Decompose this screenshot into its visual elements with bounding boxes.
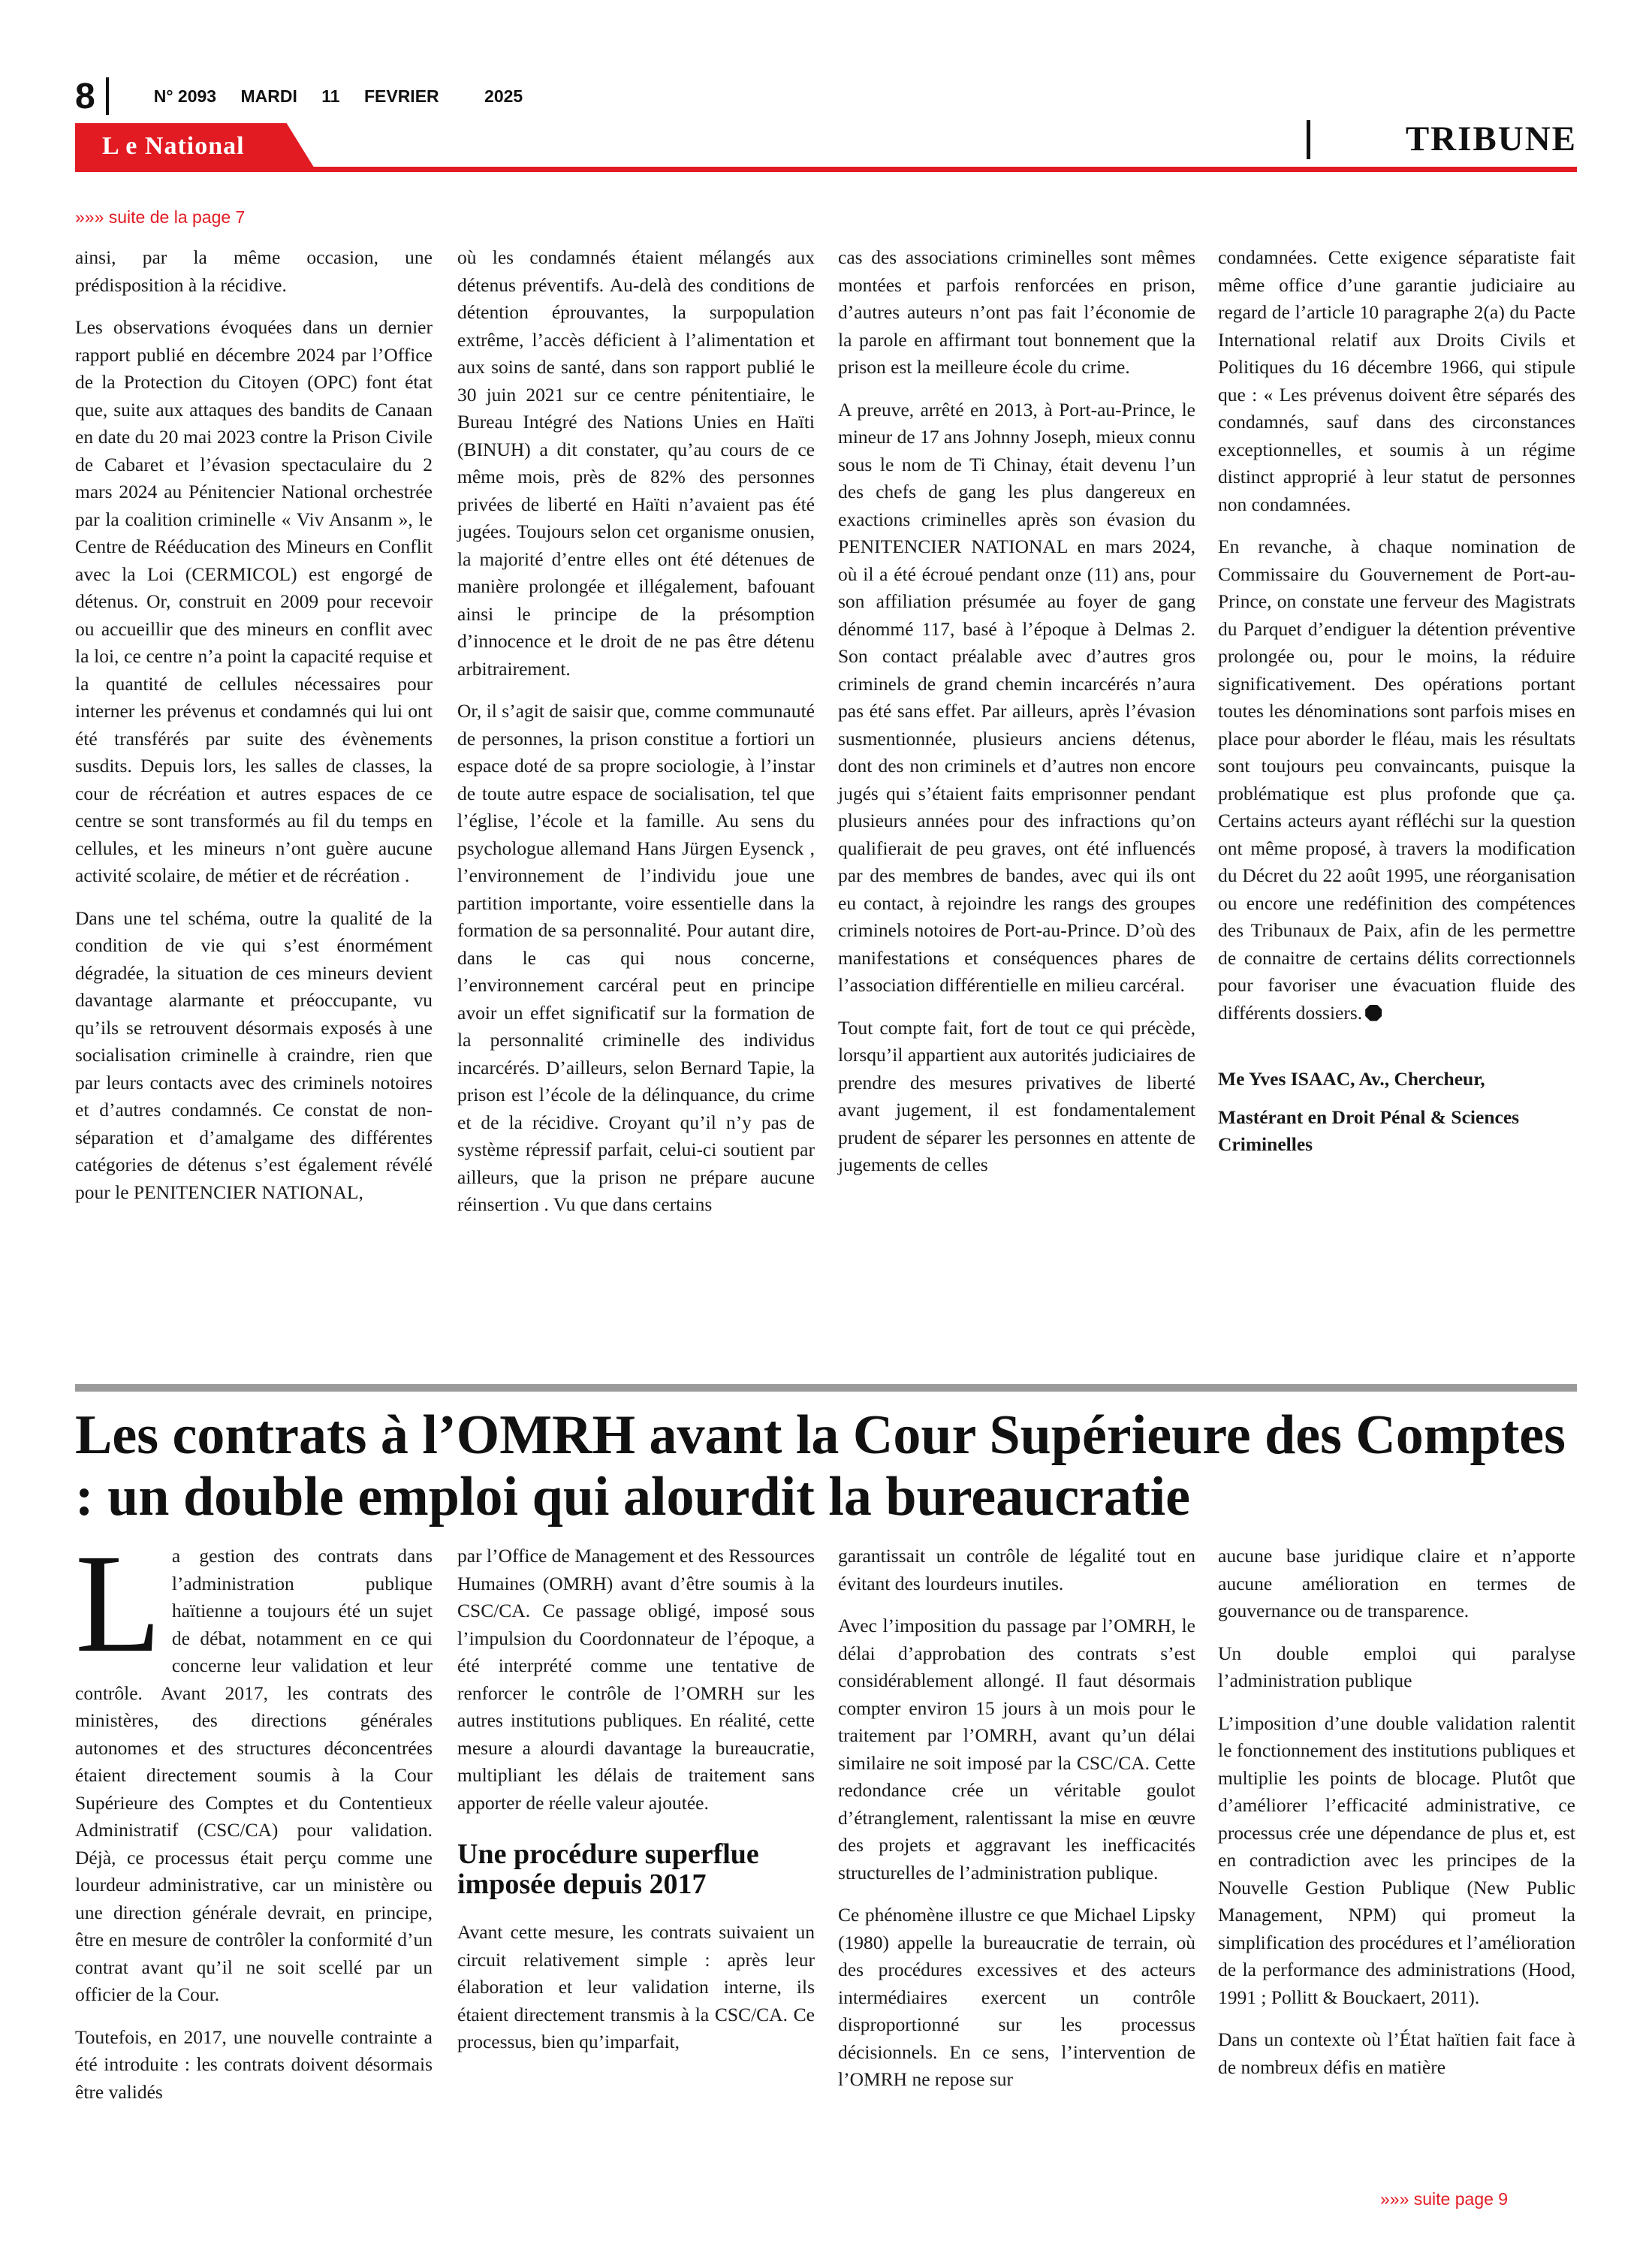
paragraph [75,1525,433,2009]
article1-column-4 [1218,244,1575,1169]
paragraph: Ce phénomène illustre ce que Michael Lipsky (1980) appelle la bureaucratie de terrain, où des procédures excessives et des acteurs intermédiaires exercent un contrôle disproportionné sur les processus décisionnels. En ce sens, l’intervention de l’OMRH ne repose sur [838,1904,1195,2090]
newspaper-logo [75,123,315,170]
article2-column-3 [838,1543,1195,2094]
paragraph: Les observations évoquées dans un dernier rapport publié en décembre 2024 par l’Office de la Protection du Citoyen (OPC) font état que, suite aux attaques des bandits de Canaan en date du 20 mai 2023 contre la Prison Civile de Cabaret et l’évasion spectaculaire du 2 mars 2024 au Pénitencier National orchestrée par la coalition criminelle « Viv Ansanm », le Centre de Rééducation des Mineurs en Conflit avec la Loi (CERMICOL) est engorgé de détenus. Or, construit en 2009 pour recevoir ou accueillir que des mineurs en conflit avec la loi, ce centre n’a point la capacité requise et la quantité de cellules nécessaires pour interner les prévenus et condamnés qui lui ont été transférés par suite des évènements susdits. Depuis lors, les salles de classes, la cour de récréation et autres espaces de ce centre se sont transformés au fil du temps en cellules, et les mineurs n’ont guère aucune activité scolaire, de métier et de récréation . [75,316,433,886]
paragraph: par l’Office de Management et des Ressources Humaines (OMRH) avant d’être soumis à la CSC/CA. Ce passage obligé, imposé sous l’impulsion du Coordonnateur de l’époque, a été interprété comme une tentative de renforcer le contrôle de l’OMRH sur les autres institutions publiques. En réalité, cette mesure a alourdi davantage la bureaucratie, multipliant les délais de traitement sans apporter de réelle valeur ajoutée. [457,1545,815,1814]
paragraph: Toutefois, en 2017, une nouvelle contrainte a été introduite : les contrats doivent désormais être validés [75,2025,433,2103]
paragraph: Avec l’imposition du passage par l’OMRH, le délai d’approbation des contrats s’est considérablement allongé. Il faut désormais compter environ 15 jours à un mois pour le traitement par l’OMRH, avant qu’un délai similaire ne soit imposé par la CSC/CA. Cette redondance crée un véritable goulot d’étranglement, ralentissant la mise en œuvre des projets et aggravant les inefficacités structurelles de l’administration publique. [838,1615,1195,1884]
end-of-article-icon [1365,1005,1382,1021]
paragraph: L’imposition d’une double validation ralentit le fonctionnement des institutions publiques et multiplie les points de blocage. Plutôt que d’améliorer l’efficacité administrative, ce processus crée une dépendance de plus et, est en contradiction avec les principes de la Nouvelle Gestion Publique (New Public Management, NPM) qui promeut la simplification des procédures et l’amélioration de la performance des administrations (Hood, 1991 ; Pollitt & Bouckaert, 2011). [1218,1712,1575,2008]
paragraph: Dans un contexte où l’État haïtien fait face à de nombreux défis en matière [1218,2028,1575,2078]
article2-subheading: Une procédure superflue imposée depuis 2017 [457,1838,759,1900]
paragraph: Dans une tel schéma, outre la qualité de la condition de vie qui s’est énormément dégradée, la situation de ces mineurs devient davantage alarmante et préoccupante, vu qu’ils se retrouvent désormais exposés à une socialisation criminelle à craindre, rien que par leurs contacts avec des criminels notoires et d’autres condamnés. Ce constat de non-séparation et d’amalgame des différentes catégories de détenus s’est également révélé pour le PENITENCIER NATIONAL, [75,906,433,1203]
article2-headline: Les contrats à l’OMRH avant la Cour Supérieure des Comptes : un double emploi qui alourdit la bureaucratie [75,1404,1566,1528]
author-name: Me Yves ISAAC, Av., Chercheur, [1218,1068,1485,1090]
article-separator [75,1384,1577,1392]
issue-line [154,86,543,107]
paragraph: garantissait un contrôle de légalité tout en évitant des lourdeurs inutiles. [838,1545,1195,1594]
issue-number: N° 2093 [153,86,217,106]
paragraph: où les condamnés étaient mélangés aux détenus préventifs. Au-delà des conditions de détention éprouvantes, la surpopulation extrême, l’accès déficient à l’alimentation et aux soins de santé, dans son rapport publié le 30 juin 2021 sur ce centre pénitentiaire, le Bureau Intégré des Nations Unies en Haïti (BINUH) a dit constater, qu’au cours de ce même mois, près de 82% des personnes privées de liberté en Haïti n’avaient pas été jugées. Toujours selon cet organisme onusien, la majorité d’entre elles ont été détenues de manière prolongée et illégalement, bafouant ainsi le principe de la présomption d’innocence et le droit de ne pas être détenu arbitrairement. [457,246,815,680]
article2-column-2 [457,1543,815,2056]
logo-text: L e National [102,132,245,160]
paragraph-subheading: Un double emploi qui paralyse l’administration publique [1218,1642,1575,1691]
section-divider [1307,120,1310,159]
issue-month: FEVRIER [363,86,439,106]
paragraph: condamnées. Cette exigence séparatiste fait même office d’une garantie judiciaire au regard de l’article 10 paragraphe 2(a) du Pacte International relatif aux Droits Civils et Politiques du 16 décembre 1966, qui stipule que : « Les prévenus doivent être séparés des condamnés, sauf dans des circonstances exceptionnelles, et soumis à un régime distinct approprié à leur statut de personnes non condamnées. [1218,246,1575,515]
article2-column-4 [1218,1543,1575,2081]
paragraph: cas des associations criminelles sont mêmes montées et parfois renforcées en prison, d’autres auteurs n’ont pas fait l’économie de la parole en affirmant tout bonnement que la prison est la meilleure école du crime. [838,246,1195,378]
paragraph: ainsi, par la même occasion, une prédisposition à la récidive. [75,246,433,296]
paragraph: aucune base juridique claire et n’apporte aucune amélioration en termes de gouvernance ou de transparence. [1218,1545,1575,1621]
paragraph: Or, il s’agit de saisir que, comme communauté de personnes, la prison constitue a fortiori un espace doté de sa propre sociologie, à l’instar de toute autre espace de socialisation, tel que l’église, l’école et la famille. Au sens du psychologue allemand Hans Jürgen Eysenck , l’environnement de l’individu joue une partition importante, voire essentielle dans la formation de sa personnalité. Pour autant dire, dans le cas qui nous concerne, l’environnement carcéral peut en principe avoir un effet significatif sur la formation de la personnalité criminelle des individus incarcérés. D’ailleurs, selon Bernard Tapie, la prison est l’école de la délinquance, du crime et de la récidive. Croyant qu’il n’y pas de système répressif parfait, celui-ci soutient par ailleurs, que la prison ne prépare aucune réinsertion . Vu que dans certains [457,700,815,1215]
issue-date-day: 11 [321,86,340,106]
paragraph [1218,533,1575,1027]
continued-from-label: »»» suite de la page 7 [75,207,246,227]
paragraph: Avant cette mesure, les contrats suivaient un circuit relativement simple : après leur élaboration et leur validation interne, ils étaient directement transmis à la CSC/CA. Ce processus, bien qu’imparfait, [457,1921,815,2052]
paragraph-text: a gestion des contrats dans l’administration publique haïtienne a toujours été un sujet de débat, notamment en ce qui concerne leur validation et leur contrôle. Avant 2017, les contrats des ministères, des directions générales autonomes et des structures déconcentrées étaient directement soumis à la Cour Supérieure des Comptes et du Contentieux Administratif (CSC/CA) pour validation. Déjà, ce processus était perçu comme une lourdeur administrative, car un ministère ou une direction générale devrait, en principe, être en mesure de contrôler la conformité d’un contrat avant qu’il ne soit scellé par un officier de la Cour. [75,1545,433,2005]
masthead-top [75,74,542,119]
article1-column-3 [838,244,1195,1179]
continued-to-label: »»» suite page 9 [1380,2189,1509,2209]
issue-year: 2025 [484,86,523,106]
paragraph: A preuve, arrêté en 2013, à Port-au-Prince, le mineur de 17 ans Johnny Joseph, mieux connu sous le nom de Ti Chinay, était devenu l’un des chefs de gang les plus dangereux en exactions criminelles après son évasion du PENITENCIER NATIONAL en mars 2024, où il a été écroué pendant onze (11) ans, pour son affiliation présumée au foyer de gang dénommé 117, basé à l’époque à Delmas 2. Son contact préalable avec d’autres gros criminels de grand chemin incarcérés n’aura pas été sans effet. Par ailleurs, après l’évasion susmentionnée, plusieurs anciens détenus, dont des non criminels et d’autres non encore jugés qui s’étaient faits emprisonner pendant plusieurs années pour des infractions qu’on qualifierait de peu graves, ont été influencés par des membres de bandes, avec qui ils ont eu contact, à rejoindre les rangs des groupes criminels notoires de Port-au-Prince. D’où des manifestations et conséquences phares de l’association différentielle en milieu carcéral. [838,398,1195,996]
article1-column-2 [457,244,815,1219]
author-title: Mastérant en Droit Pénal & Sciences Criminelles [1218,1105,1520,1155]
header-rule [75,167,1577,172]
section-title: TRIBUNE [1405,119,1577,158]
issue-day: MARDI [240,86,297,106]
page-number-divider [106,77,109,115]
article1-column-1 [75,244,433,1206]
page-number: 8 [75,76,95,116]
paragraph-text: En revanche, à chaque nomination de Commissaire du Gouvernement de Port-au-Prince, on constate une ferveur des Magistrats du Parquet d’endiguer la détention préventive prolongée ou, pour le moins, la réduire significativement. Des opérations portant toutes les dénominations sont parfois mises en place pour aborder le fléau, mais les résultats sont toujours peu convaincants, puisque la problématique est plus profonde que ça. Certains acteurs ayant réfléchi sur la question ont même proposé, à travers la modification du Décret du 22 août 1995, une réorganisation ou encore une redéfinition des compétences des Tribunaux de Paix, afin de les permettre de connaitre de certains délits correctionnels pour favoriser une évacuation fluide des différents dossiers. [1218,535,1575,1024]
drop-cap: L [75,1525,161,1681]
article2-column-1 [75,1525,433,2106]
paragraph: Tout compte fait, fort de tout ce qui précède, lorsqu’il appartient aux autorités judiciaires de prendre des mesures privatives de liberté avant jugement, il est fondamentalement prudent de séparer les personnes en attente de jugements de celles [838,1016,1195,1175]
